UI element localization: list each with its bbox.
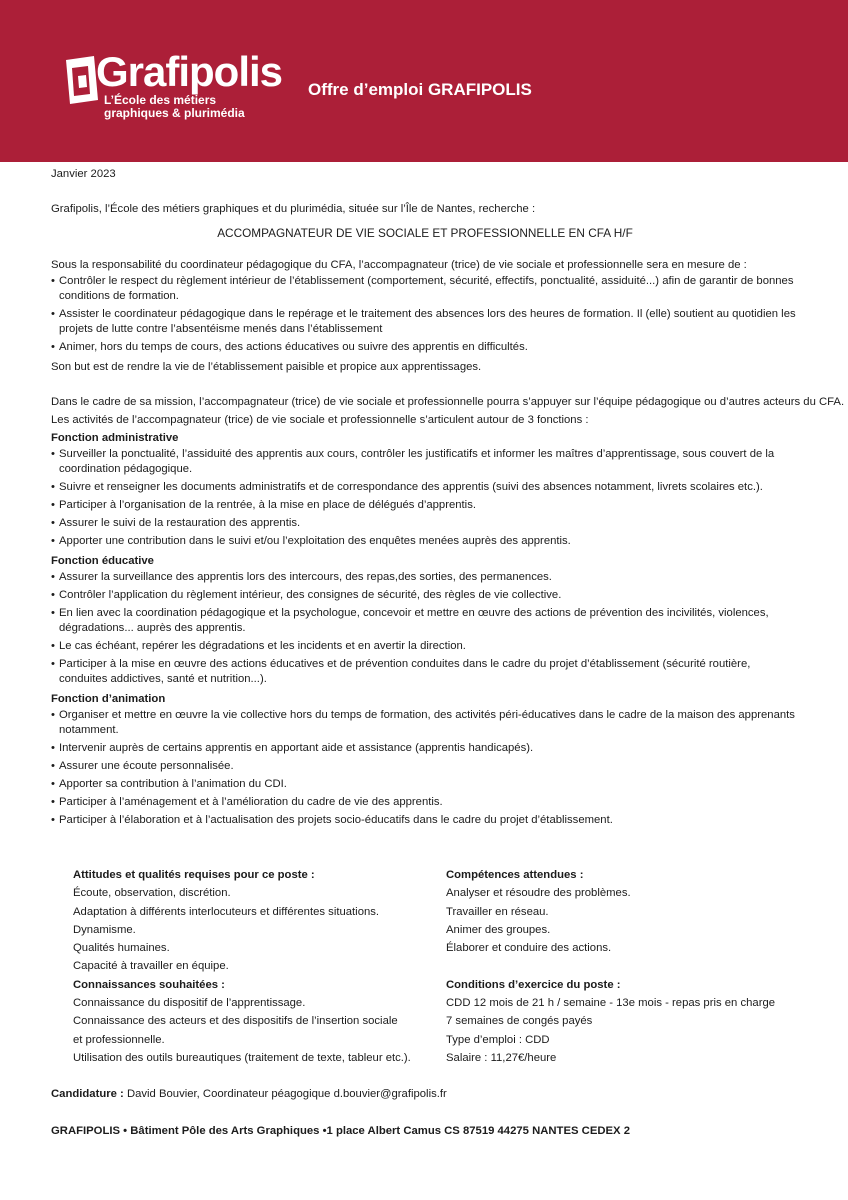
list-item: • Assurer une écoute personnalisée. [51,759,799,774]
list-item: Élaborer et conduire des actions. [446,942,612,955]
candidature-label: Candidature : [51,1088,124,1100]
responsibility-list [51,274,799,355]
requirements-right-column [446,866,806,1067]
attitudes-heading: Attitudes et qualités requises pour ce poste : [73,869,315,881]
date: Janvier 2023 [51,168,116,180]
list-item: • Apporter sa contribution à l’animation du CDI. [51,777,799,792]
list-item: • En lien avec la coordination pédagogique et la psychologue, concevoir et mettre en œuvre des actions de prévention des incivilités, violences, dégradations... auprès des apprentis. [51,606,799,636]
logo-wordmark: Grafipolis [96,48,283,95]
responsibility-intro: Sous la responsabilité du coordinateur pédagogique du CFA, l’accompagnateur (trice) de vie sociale et professionnelle sera en mesure de : [51,259,747,271]
list-item: • Participer à l’aménagement et à l’amélioration du cadre de vie des apprentis. [51,795,799,810]
list-item: Animer des groupes. [446,923,551,936]
function-animation-list [51,708,799,828]
list-item: • Participer à l’organisation de la rentrée, à la mise en place de délégués d’apprentis. [51,498,799,513]
section-heading: Fonction éducative [51,555,154,567]
job-title: ACCOMPAGNATEUR DE VIE SOCIALE ET PROFESSIONNELLE EN CFA H/F [217,226,633,240]
skills-heading: Compétences attendues : [446,869,584,881]
grafipolis-logo [64,50,284,130]
list-item: Adaptation à différents interlocuteurs et différentes situations. [73,905,380,918]
header-banner [0,0,848,162]
logo-tagline [104,94,245,120]
list-item: • Surveiller la ponctualité, l’assiduité des apprentis aux cours, contrôler les justificatifs et informer les maîtres d’apprentissage, sous couvert de la coordination pédagogique. [51,447,799,477]
list-item: • Organiser et mettre en œuvre la vie collective hors du temps de formation, des activités péri-éducatives dans le cadre de la maison des apprenants notamment. [51,708,799,738]
list-item: Travailler en réseau. [446,905,549,918]
job-offer-body [51,165,845,831]
knowledge-heading: Connaissances souhaitées : [73,978,225,991]
list-item: • Assurer le suivi de la restauration des apprentis. [51,516,799,531]
section-heading: Fonction d’animation [51,693,166,705]
list-item: Connaissance du dispositif de l’apprentissage. [73,997,306,1010]
footer-address: GRAFIPOLIS • Bâtiment Pôle des Arts Graphiques •1 place Albert Camus CS 87519 44275 NANTES CEDEX 2 [51,1125,631,1137]
list-item: • Intervenir auprès de certains apprentis en apportant aide et assistance (apprentis handicapés). [51,741,799,756]
goal-text: Son but est de rendre la vie de l’établissement paisible et propice aux apprentissages. [51,361,482,373]
list-item: • Apporter une contribution dans le suivi et/ou l’exploitation des enquêtes menées auprès des apprentis. [51,534,799,549]
list-item: CDD 12 mois de 21 h / semaine - 13e mois - repas pris en charge [446,997,776,1010]
page-title: Offre d’emploi GRAFIPOLIS [308,80,532,99]
list-item: • Le cas échéant, repérer les dégradations et les incidents et en avertir la direction. [51,639,799,654]
candidature-line [51,1088,447,1100]
section-heading: Fonction administrative [51,432,179,444]
list-item: Qualités humaines. [73,942,170,955]
list-item: Type d’emploi : CDD [446,1033,550,1046]
function-educative-list [51,570,799,687]
requirements-left-column [73,866,433,1067]
list-item: et professionnelle. [73,1033,165,1046]
logo-tagline-line-1: L’École des métiers [104,93,217,107]
list-item: • Participer à l’élaboration et à l’actualisation des projets socio-éducatifs dans le cadre du projet d’établissement. [51,813,799,828]
list-item: Écoute, observation, discrétion. [73,887,231,900]
conditions-heading: Conditions d’exercice du poste : [446,978,621,991]
list-item: Analyser et résoudre des problèmes. [446,887,631,900]
function-administrative-list [51,447,799,549]
list-item: Salaire : 11,27€/heure [446,1051,557,1064]
list-item: • Contrôler le respect du règlement intérieur de l’établissement (comportement, sécurité, effectifs, ponctualité, assiduité...) afin de garantir de bonnes conditions de formation. [51,274,799,304]
list-item: • Participer à la mise en œuvre des actions éducatives et de prévention conduites dans le cadre du projet d’établissement (sécurité routière, conduites addictives, santé et nutrition...). [51,657,799,687]
list-item: 7 semaines de congés payés [446,1015,593,1028]
intro-text: Grafipolis, l’École des métiers graphiques et du plurimédia, située sur l’Île de Nantes, recherche : [51,203,536,215]
list-item: • Suivre et renseigner les documents administratifs et de correspondance des apprentis (suivi des absences notamment, livrets scolaires etc.). [51,480,799,495]
list-item: • Animer, hors du temps de cours, des actions éducatives ou suivre des apprentis en difficultés. [51,340,799,355]
list-item: Capacité à travailler en équipe. [73,960,229,973]
list-item: • Assister le coordinateur pédagogique dans le repérage et le traitement des absences lors des heures de formation. Il (elle) soutient au quotidien les projets de lutte contre l’absentéisme menés dans l’établissement [51,307,799,337]
candidature-contact: David Bouvier, Coordinateur péagogique d.bouvier@grafipolis.fr [126,1088,447,1100]
logo-tagline-line-2: graphiques & plurimédia [104,106,245,120]
mission-text-1: Dans le cadre de sa mission, l’accompagnateur (trice) de vie sociale et professionnelle pourra s’appuyer sur l’équipe pédagogique ou d’autres acteurs du CFA. [51,396,845,408]
list-item: Connaissance des acteurs et des dispositifs de l’insertion sociale [73,1015,398,1028]
list-item: • Assurer la surveillance des apprentis lors des intercours, des repas,des sorties, des permanences. [51,570,799,585]
mission-text-2: Les activités de l’accompagnateur (trice) de vie sociale et professionnelle s’articulent autour de 3 fonctions : [51,414,589,426]
list-item: • Contrôler l’application du règlement intérieur, des consignes de sécurité, des règles de vie collective. [51,588,799,603]
list-item: Utilisation des outils bureautiques (traitement de texte, tableur etc.). [73,1051,411,1064]
list-item: Dynamisme. [73,923,136,936]
